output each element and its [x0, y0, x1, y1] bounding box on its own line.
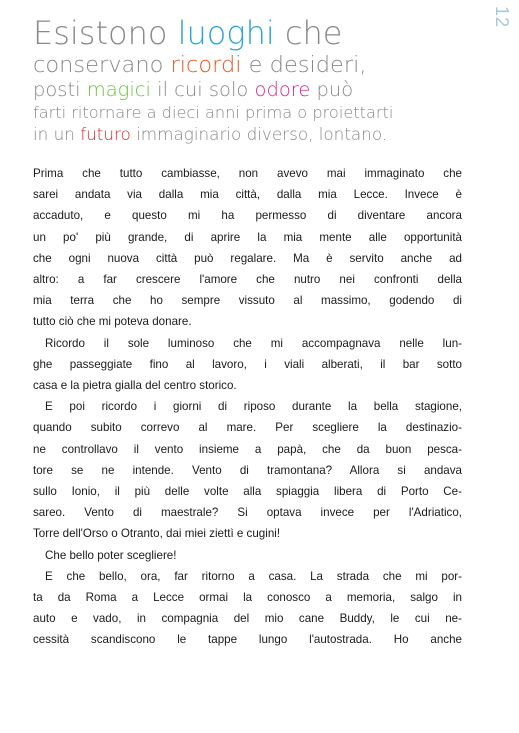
headline-text: posti — [33, 78, 87, 101]
headline-highlight-ricordi: ricordi — [170, 52, 242, 78]
body-line: Che bello poter scegliere! — [45, 548, 177, 562]
headline-highlight-futuro: futuro — [80, 124, 131, 144]
body-line: tutto ciò che mi poteva donare. — [33, 315, 192, 329]
headline-text: in un — [33, 124, 81, 144]
headline-highlight-magici: magici — [86, 78, 151, 101]
body-line: E che bello, ora, far ritorno a casa. La strada che mi por- — [45, 569, 462, 583]
body-line: un po' più grande, di aprire la mia mente alle opportunità — [33, 230, 462, 244]
headline-highlight-odore: odore — [254, 78, 311, 101]
headline-text: e desideri, — [241, 52, 367, 78]
body-line: sullo Ionio, il più delle volte alla spiaggia libera di Porto Ce- — [33, 485, 462, 499]
body-line: che ogni nuova città può regalare. Ma è servito anche ad — [33, 251, 462, 265]
body-line: tore se ne intende. Vento di tramontana? Allora si andava — [33, 463, 462, 477]
headline-text: conservano — [33, 52, 171, 78]
body-text — [33, 163, 462, 651]
body-line: E poi ricordo i giorni di riposo durante la bella stagione, — [45, 400, 462, 414]
headline-line-1 — [33, 14, 463, 52]
body-line: sareo. Vento di maestrale? Si optava invece per l'Adriatico, — [33, 506, 462, 520]
page-number: 12 — [492, 6, 512, 29]
headline-text: può — [310, 78, 354, 101]
body-line: Prima che tutto cambiasse, non avevo mai immaginato che — [33, 167, 462, 180]
body-line: Ricordo il sole luminoso che mi accompagnava nelle lun- — [45, 336, 462, 350]
body-line: quando subito correvo al mare. Per scegliere la destinazio- — [33, 421, 462, 435]
headline — [33, 14, 463, 145]
body-line: Torre dell'Orso o Otranto, dai miei ziettì e cugini! — [33, 527, 281, 541]
headline-text: il cui solo — [150, 78, 255, 101]
headline-text: Esistono — [33, 14, 178, 52]
body-line: accaduto, e questo mi ha permesso di diventare ancora — [33, 209, 462, 223]
body-line: ne controllavo il vento insieme a papà, che da buon pesca- — [33, 442, 462, 456]
body-line: casa e la pietra gialla del centro storico. — [33, 379, 237, 393]
headline-text: che — [274, 14, 343, 52]
headline-line-2 — [33, 52, 463, 78]
body-line: altro: a far crescere l'amore che nutro nei confronti della — [33, 273, 462, 287]
headline-highlight-luoghi: luoghi — [177, 14, 275, 52]
body-line: ta da Roma a Lecce ormai la conosco a memoria, salgo in — [33, 591, 462, 605]
body-line: mia terra che ho sempre vissuto al massimo, godendo di — [33, 294, 462, 308]
headline-line-3 — [33, 78, 463, 102]
headline-line-5 — [33, 123, 463, 145]
headline-line-4: farti ritornare a dieci anni prima o proiettarti — [33, 103, 394, 122]
headline-text: immaginario diverso, lontano. — [130, 124, 388, 144]
body-line: sarei andata via dalla mia città, dalla mia Lecce. Invece è — [33, 188, 462, 202]
body-line: cessità scandiscono le tappe lungo l'autostrada. Ho anche — [33, 633, 462, 647]
body-line: ghe passeggiate fino al lavoro, i viali alberati, il bar sotto — [33, 357, 462, 371]
body-line: auto e vado, in compagnia del mio cane Buddy, le cui ne- — [33, 612, 462, 626]
